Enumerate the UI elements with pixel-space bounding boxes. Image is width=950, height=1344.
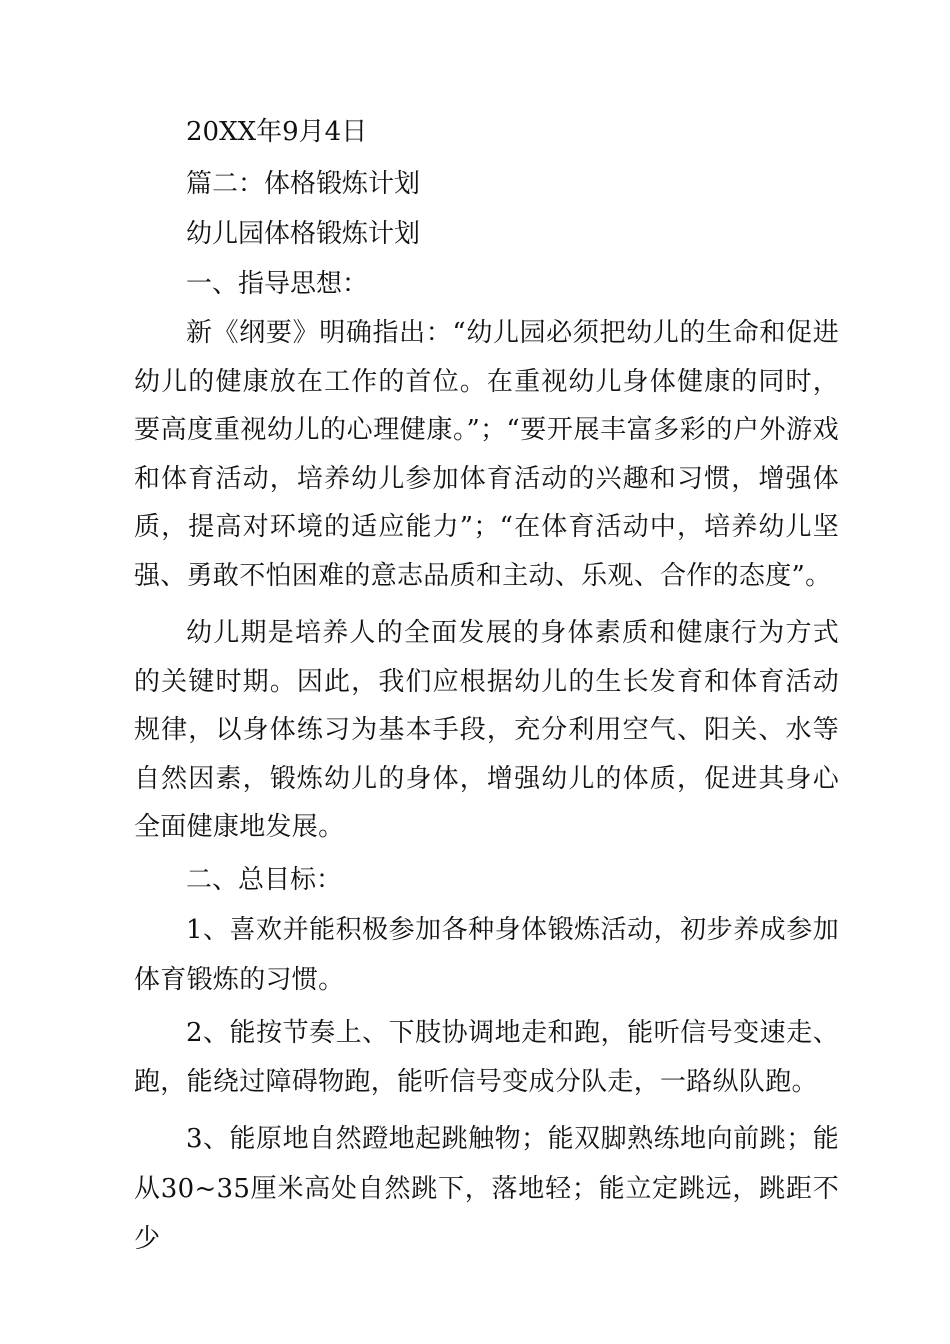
- chapter-heading: 篇二：体格锻炼计划: [186, 169, 421, 199]
- document-date: 20XX年9月4日: [186, 117, 368, 147]
- paragraph-guideline-quote: 新《纲要》明确指出：“幼儿园必须把幼儿的生命和促进幼儿的健康放在工作的首位。在重视幼儿身体健康的同时，要高度重视幼儿的心理健康。”；“要开展丰富多彩的户外游戏和体育活动，培养幼儿参加体育活动的兴趣和习惯，增强体质，提高对环境的适应能力”；“在体育活动中，培养幼儿坚强、勇敢不怕困难的意志品质和主动、乐观、合作的态度”。: [134, 318, 839, 591]
- goal-item-1: 1、喜欢并能积极参加各种身体锻炼活动，初步养成参加体育锻炼的习惯。: [134, 915, 839, 995]
- goal-item-3: 3、能原地自然蹬地起跳触物；能双脚熟练地向前跳；能从30~35厘米高处自然跳下，落地轻；能立定跳远，跳距不少: [134, 1124, 839, 1254]
- goal-item-2: 2、能按节奏上、下肢协调地走和跑，能听信号变速走、跑，能绕过障碍物跑，能听信号变成分队走，一路纵队跑。: [134, 1018, 839, 1097]
- section-heading-overall-goals: 二、总目标：: [186, 865, 343, 895]
- section-heading-guiding-idea: 一、指导思想：: [186, 269, 369, 299]
- paragraph-early-childhood: 幼儿期是培养人的全面发展的身体素质和健康行为方式的关键时期。因此，我们应根据幼儿的生长发育和体育活动规律，以身体练习为基本手段，充分利用空气、阳关、水等自然因素，锻炼幼儿的身体，增强幼儿的体质，促进其身心全面健康地发展。: [134, 618, 839, 842]
- document-title: 幼儿园体格锻炼计划: [186, 219, 421, 249]
